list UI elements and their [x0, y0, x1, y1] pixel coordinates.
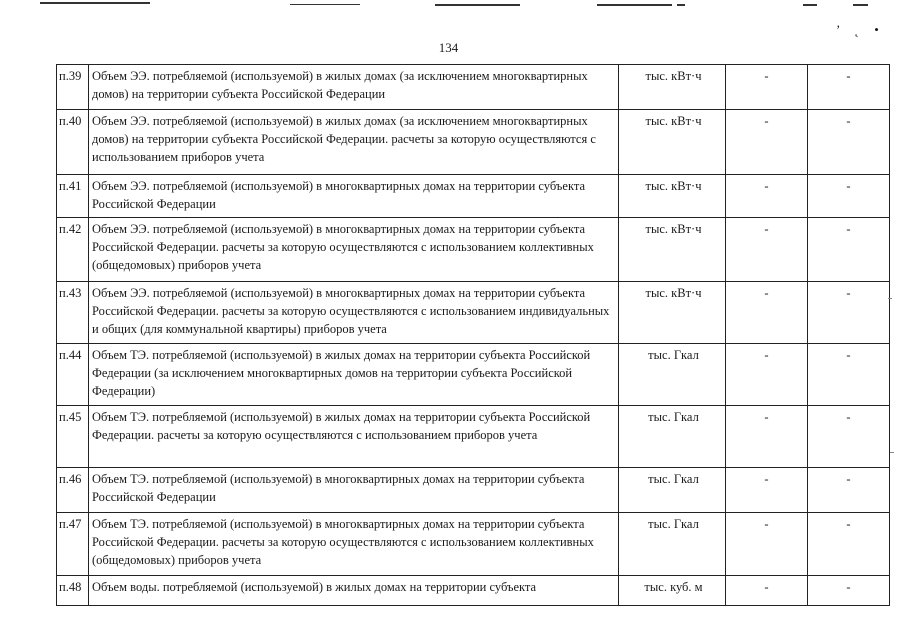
- row-number: п.44: [57, 344, 89, 406]
- row-value-2: -: [808, 65, 890, 110]
- row-value-1: -: [726, 218, 808, 282]
- data-table: [56, 64, 890, 606]
- row-value-2: -: [808, 282, 890, 344]
- row-value-1: -: [726, 282, 808, 344]
- row-value-2: -: [808, 576, 890, 606]
- table-row: [57, 406, 890, 468]
- row-description: Объем воды. потребляемой (используемой) в жилых домах на территории субъекта: [89, 576, 619, 606]
- row-number: п.45: [57, 406, 89, 468]
- row-unit: тыс. Гкал: [619, 513, 726, 576]
- row-unit: тыс. Гкал: [619, 406, 726, 468]
- row-number: п.39: [57, 65, 89, 110]
- row-description: Объем ЭЭ. потребляемой (используемой) в многоквартирных домах на территории субъекта Российской Федерации. расчеты за которую осуществляются с использованием коллективных (общедомовых) приборов учета: [89, 218, 619, 282]
- row-unit: тыс. Гкал: [619, 344, 726, 406]
- page-number: 134: [438, 40, 459, 55]
- row-value-1: -: [726, 110, 808, 175]
- row-description: Объем ЭЭ. потребляемой (используемой) в многоквартирных домах на территории субъекта Российской Федерации. расчеты за которую осуществляются с использованием индивидуальных и общих (для коммунальной квартиры) приборов учета: [89, 282, 619, 344]
- row-value-2: -: [808, 110, 890, 175]
- row-unit: тыс. кВт·ч: [619, 65, 726, 110]
- table-row: [57, 282, 890, 344]
- row-number: п.47: [57, 513, 89, 576]
- scan-artifacts: [0, 0, 905, 20]
- table-row: [57, 175, 890, 218]
- row-value-2: -: [808, 218, 890, 282]
- row-value-1: -: [726, 344, 808, 406]
- row-number: п.40: [57, 110, 89, 175]
- row-description: Объем ЭЭ. потребляемой (используемой) в жилых домах (за исключением многоквартирных домов) на территории субъекта Российской Федерации. расчеты за которую осуществляются с использованием приборов учета: [89, 110, 619, 175]
- row-number: п.48: [57, 576, 89, 606]
- row-value-2: -: [808, 344, 890, 406]
- row-value-2: -: [808, 406, 890, 468]
- row-value-1: -: [726, 468, 808, 513]
- row-unit: тыс. кВт·ч: [619, 110, 726, 175]
- corner-marks: ’ ˛ •: [836, 22, 885, 37]
- row-unit: тыс. кВт·ч: [619, 218, 726, 282]
- row-value-2: -: [808, 468, 890, 513]
- row-unit: тыс. куб. м: [619, 576, 726, 606]
- row-value-1: -: [726, 513, 808, 576]
- row-unit: тыс. Гкал: [619, 468, 726, 513]
- table-row: [57, 65, 890, 110]
- table-row: [57, 218, 890, 282]
- row-description: Объем ЭЭ. потребляемой (используемой) в многоквартирных домах на территории субъекта Российской Федерации: [89, 175, 619, 218]
- row-value-1: -: [726, 175, 808, 218]
- row-number: п.41: [57, 175, 89, 218]
- row-description: Объем ТЭ. потребляемой (используемой) в многоквартирных домах на территории субъекта Российской Федерации: [89, 468, 619, 513]
- table-row: [57, 468, 890, 513]
- row-value-1: -: [726, 576, 808, 606]
- row-description: Объем ТЭ. потребляемой (используемой) в жилых домах на территории субъекта Российской Федерации. расчеты за которую осуществляются с использованием приборов учета: [89, 406, 619, 468]
- row-description: Объем ТЭ. потребляемой (используемой) в многоквартирных домах на территории субъекта Российской Федерации. расчеты за которую осуществляются с использованием коллективных (общедомовых) приборов учета: [89, 513, 619, 576]
- row-value-2: -: [808, 175, 890, 218]
- table-row: [57, 576, 890, 606]
- row-unit: тыс. кВт·ч: [619, 175, 726, 218]
- row-value-1: -: [726, 406, 808, 468]
- row-number: п.46: [57, 468, 89, 513]
- row-value-2: -: [808, 513, 890, 576]
- row-description: Объем ЭЭ. потребляемой (используемой) в жилых домах (за исключением многоквартирных домов) на территории субъекта Российской Федерации: [89, 65, 619, 110]
- row-value-1: -: [726, 65, 808, 110]
- row-unit: тыс. кВт·ч: [619, 282, 726, 344]
- table-row: [57, 344, 890, 406]
- row-number: п.42: [57, 218, 89, 282]
- table-row: [57, 110, 890, 175]
- row-number: п.43: [57, 282, 89, 344]
- table-row: [57, 513, 890, 576]
- row-description: Объем ТЭ. потребляемой (используемой) в жилых домах на территории субъекта Российской Федерации (за исключением многоквартирных домов на территории субъекта Российской Федерации): [89, 344, 619, 406]
